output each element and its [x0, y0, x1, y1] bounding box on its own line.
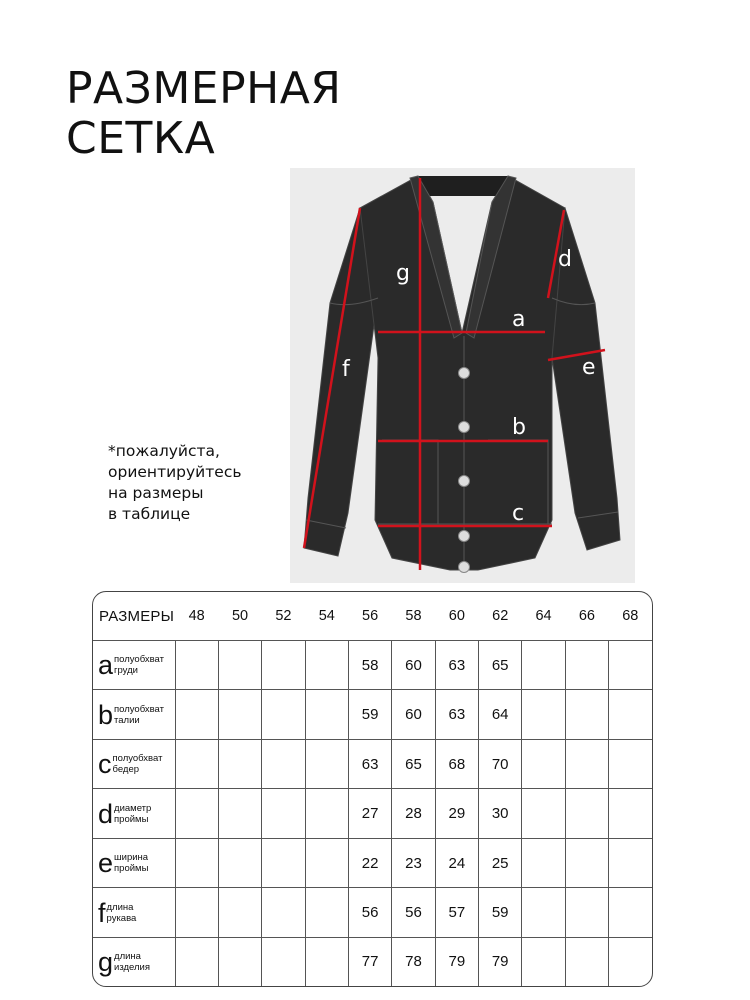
value-cell	[522, 838, 565, 887]
value-cell	[305, 789, 348, 838]
note-line-3: на размеры	[108, 484, 204, 502]
value-cell: 59	[479, 888, 522, 937]
size-header-56: 56	[348, 592, 391, 641]
value-cell: 78	[392, 937, 435, 986]
value-cell: 30	[479, 789, 522, 838]
label-g: g	[396, 261, 410, 286]
value-cell	[565, 789, 608, 838]
title-line-2: СЕТКА	[66, 113, 216, 164]
measurement-letter: d	[98, 798, 114, 829]
value-cell: 29	[435, 789, 478, 838]
value-cell	[262, 641, 305, 690]
button-4	[459, 531, 470, 542]
value-cell: 56	[392, 888, 435, 937]
value-cell	[522, 641, 565, 690]
value-cell: 25	[479, 838, 522, 887]
value-cell	[305, 888, 348, 937]
value-cell: 64	[479, 690, 522, 739]
value-cell	[218, 690, 261, 739]
measurement-letter: a	[98, 650, 114, 681]
measurement-letter: g	[98, 946, 114, 977]
table-row	[93, 739, 652, 788]
measurement-description	[114, 951, 150, 973]
table-row	[93, 641, 652, 690]
table-row	[93, 937, 652, 986]
table-row	[93, 838, 652, 887]
size-header-row	[93, 592, 652, 641]
size-header-62: 62	[479, 592, 522, 641]
value-cell	[218, 739, 261, 788]
measurement-description	[113, 753, 163, 775]
measurement-label-c	[93, 739, 175, 788]
value-cell	[175, 789, 218, 838]
label-a: a	[512, 307, 526, 332]
value-cell	[175, 739, 218, 788]
value-cell: 63	[435, 690, 478, 739]
value-cell	[522, 789, 565, 838]
label-f: f	[342, 357, 350, 382]
measurement-label-f	[93, 888, 175, 937]
measurement-desc-line-1: длина	[114, 950, 141, 962]
measurement-description	[114, 852, 148, 874]
value-cell	[565, 838, 608, 887]
measurement-letter: c	[98, 749, 112, 780]
measurement-desc-line-1: полуобхват	[114, 703, 164, 715]
value-cell: 22	[348, 838, 391, 887]
size-table-body	[93, 592, 652, 986]
measurement-label-a	[93, 641, 175, 690]
value-cell	[522, 937, 565, 986]
measurement-description	[114, 803, 151, 825]
measurement-desc-line-1: полуобхват	[114, 654, 164, 666]
value-cell: 28	[392, 789, 435, 838]
value-cell	[565, 739, 608, 788]
value-cell: 58	[348, 641, 391, 690]
value-cell	[218, 838, 261, 887]
title-line-1: РАЗМЕРНАЯ	[66, 63, 342, 114]
size-header-64: 64	[522, 592, 565, 641]
value-cell: 77	[348, 937, 391, 986]
measurement-label-g	[93, 937, 175, 986]
value-cell: 60	[392, 690, 435, 739]
value-cell	[522, 739, 565, 788]
size-header-54: 54	[305, 592, 348, 641]
value-cell: 63	[348, 739, 391, 788]
value-cell	[609, 937, 652, 986]
value-cell: 57	[435, 888, 478, 937]
value-cell	[305, 739, 348, 788]
size-header-58: 58	[392, 592, 435, 641]
measurement-desc-line-1: диаметр	[114, 802, 152, 814]
measurement-label-e	[93, 838, 175, 887]
sizes-header-label: РАЗМЕРЫ	[93, 592, 175, 641]
value-cell	[218, 641, 261, 690]
value-cell	[609, 641, 652, 690]
value-cell	[522, 690, 565, 739]
measurement-description	[114, 704, 164, 726]
value-cell	[262, 789, 305, 838]
size-header-68: 68	[609, 592, 652, 641]
size-header-48: 48	[175, 592, 218, 641]
measurement-desc-line-1: ширина	[114, 852, 149, 864]
value-cell	[175, 838, 218, 887]
value-cell	[218, 937, 261, 986]
size-header-60: 60	[435, 592, 478, 641]
measurement-letter: b	[98, 699, 114, 730]
value-cell: 65	[392, 739, 435, 788]
value-cell: 63	[435, 641, 478, 690]
measurement-desc-line-2: груди	[114, 665, 138, 677]
note-line-2: ориентируйтесь	[108, 463, 242, 481]
value-cell: 27	[348, 789, 391, 838]
measurement-desc-line-2: проймы	[114, 863, 149, 875]
value-cell: 24	[435, 838, 478, 887]
measurement-desc-line-2: проймы	[114, 813, 149, 825]
value-cell	[262, 888, 305, 937]
value-cell	[175, 641, 218, 690]
note-line-1: *пожалуйста,	[108, 442, 220, 460]
value-cell	[565, 937, 608, 986]
value-cell	[262, 937, 305, 986]
value-cell: 79	[479, 937, 522, 986]
value-cell	[609, 789, 652, 838]
size-note	[108, 441, 308, 525]
button-2	[459, 422, 470, 433]
value-cell	[565, 690, 608, 739]
measurement-desc-line-2: рукава	[106, 912, 137, 924]
value-cell	[305, 838, 348, 887]
measurement-label-d	[93, 789, 175, 838]
value-cell	[565, 888, 608, 937]
measurement-label-b	[93, 690, 175, 739]
label-b: b	[512, 415, 526, 440]
value-cell	[175, 937, 218, 986]
table-row	[93, 789, 652, 838]
measurement-desc-line-2: бедер	[112, 764, 140, 776]
value-cell: 79	[435, 937, 478, 986]
size-header-50: 50	[218, 592, 261, 641]
value-cell	[522, 888, 565, 937]
value-cell	[305, 641, 348, 690]
measurement-letter: f	[98, 897, 106, 928]
label-e: e	[582, 355, 596, 380]
value-cell: 59	[348, 690, 391, 739]
value-cell	[305, 937, 348, 986]
button-5	[459, 562, 470, 573]
measurement-desc-line-1: полуобхват	[112, 753, 163, 765]
value-cell: 68	[435, 739, 478, 788]
value-cell	[609, 690, 652, 739]
value-cell	[218, 789, 261, 838]
cardigan-diagram	[290, 168, 635, 583]
measurement-description	[107, 902, 137, 924]
label-d: d	[558, 247, 572, 272]
button-1	[459, 368, 470, 379]
table-row	[93, 690, 652, 739]
value-cell	[262, 690, 305, 739]
size-header-52: 52	[262, 592, 305, 641]
value-cell	[609, 888, 652, 937]
measurement-letter: e	[98, 848, 114, 879]
size-table	[92, 591, 653, 987]
size-grid	[93, 592, 652, 986]
value-cell: 65	[479, 641, 522, 690]
value-cell	[609, 838, 652, 887]
value-cell: 70	[479, 739, 522, 788]
measurement-desc-line-2: изделия	[114, 961, 150, 973]
value-cell	[175, 690, 218, 739]
measurement-desc-line-1: длина	[106, 901, 134, 913]
table-row	[93, 888, 652, 937]
cardigan-illustration	[290, 168, 635, 583]
note-line-4: в таблице	[108, 505, 191, 523]
value-cell	[262, 838, 305, 887]
button-3	[459, 476, 470, 487]
value-cell	[305, 690, 348, 739]
back-neckline	[418, 176, 508, 196]
label-c: c	[512, 501, 525, 526]
size-header-66: 66	[565, 592, 608, 641]
value-cell	[175, 888, 218, 937]
value-cell	[609, 739, 652, 788]
value-cell	[218, 888, 261, 937]
value-cell: 56	[348, 888, 391, 937]
value-cell: 60	[392, 641, 435, 690]
value-cell	[262, 739, 305, 788]
value-cell: 23	[392, 838, 435, 887]
measurement-desc-line-2: талии	[114, 714, 140, 726]
page-title	[66, 64, 341, 164]
value-cell	[565, 641, 608, 690]
measurement-description	[114, 654, 164, 676]
